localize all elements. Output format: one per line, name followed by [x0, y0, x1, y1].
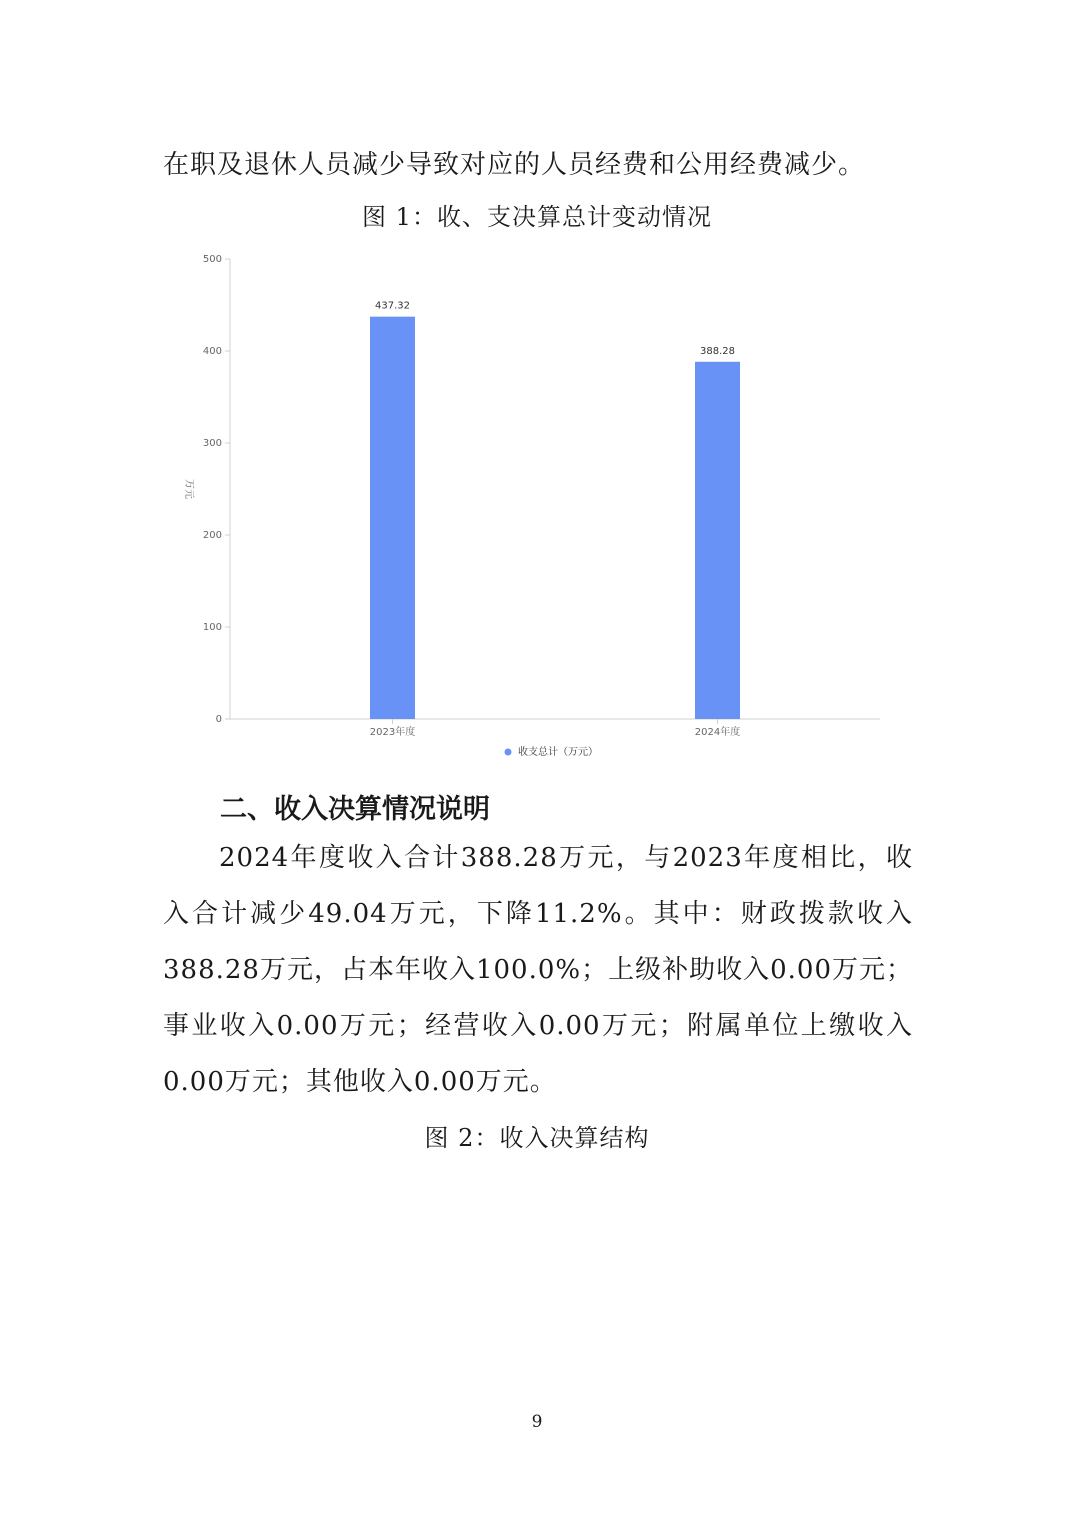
y-tick-label: 0: [215, 714, 222, 725]
figure-1-caption: 图 1：收、支决算总计变动情况: [362, 203, 712, 231]
bar-2023年度: [370, 317, 415, 719]
bars: [370, 301, 740, 719]
x-tick-label: 2023年度: [369, 727, 416, 738]
legend-marker: [505, 749, 512, 756]
legend-label: 收支总计（万元）: [518, 747, 598, 758]
y-axis: [183, 254, 230, 725]
paragraph-income: 2024年度收入合计388.28万元，与2023年度相比，收入合计减少49.04万元，下降11.2%。其中：财政拨款收入388.28万元，占本年收入100.0%；上级补助收入0.00万元；事业收入0.00万元；经营收入0.00万元；附属单位上缴收入0.00万元；其他收入0.00万元。: [163, 843, 914, 1097]
y-tick-label: 300: [202, 438, 222, 449]
data-label: 388.28: [700, 345, 735, 357]
figure-2-caption: 图 2：收入决算结构: [424, 1124, 650, 1152]
legend: [505, 745, 599, 758]
data-label: 437.32: [375, 300, 410, 312]
y-tick-label: 500: [202, 254, 222, 265]
income-expense-bar-chart: [170, 248, 890, 778]
page-number: 9: [531, 1412, 543, 1432]
bar-2024年度: [695, 362, 740, 719]
y-tick-label: 200: [202, 530, 222, 541]
paragraph-continuation: 在职及退休人员减少导致对应的人员经费和公用经费减少。: [163, 150, 866, 180]
x-axis: [230, 719, 880, 738]
y-tick-label: 400: [202, 346, 222, 357]
y-tick-label: 100: [202, 622, 222, 633]
x-tick-label: 2024年度: [694, 727, 741, 738]
y-axis-label: 万元: [183, 479, 194, 499]
section-title: 二、收入决算情况说明: [220, 794, 490, 825]
